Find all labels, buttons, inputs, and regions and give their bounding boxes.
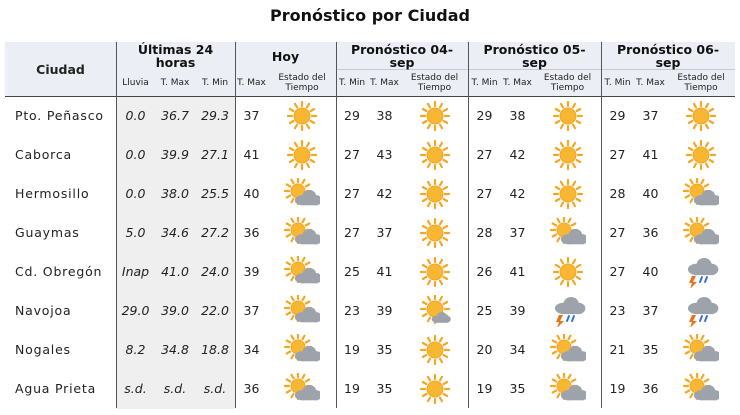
- d3-tmax-value: 40: [642, 264, 659, 279]
- sun-icon: [550, 139, 586, 171]
- partly-cloudy-icon: [284, 295, 320, 327]
- partly-cloudy-icon: [284, 256, 320, 288]
- hoy-tmax-value: 36: [243, 225, 260, 240]
- partly-cloudy-icon: [284, 373, 320, 405]
- d1-tmin-value: 23: [344, 303, 360, 318]
- d1-tmax-value: 35: [376, 381, 393, 396]
- table-row: [5, 97, 735, 136]
- d3-tmin-value: 23: [609, 303, 626, 318]
- d2-tmax-value: 38: [509, 108, 526, 123]
- sun-icon: [417, 256, 453, 288]
- sun-icon: [417, 139, 453, 171]
- storm-icon: [683, 295, 719, 327]
- tmax-24-value: 38.0: [161, 186, 189, 201]
- d1-tmax-value: 38: [376, 108, 393, 123]
- d1-tmin-value: 25: [344, 264, 360, 279]
- sun-icon: [417, 217, 453, 249]
- rain-value: 8.2: [125, 342, 146, 357]
- d3-tmin-value: 28: [609, 186, 626, 201]
- city-name: Pto. Peñasco: [15, 108, 104, 123]
- divider: [468, 42, 469, 408]
- d2-tmax-value: 42: [509, 147, 526, 162]
- header-dia3: Pronóstico 06-sep: [601, 42, 735, 70]
- city-name: Cd. Obregón: [15, 264, 103, 279]
- d3-tmin-value: 19: [609, 381, 626, 396]
- sun-icon: [550, 178, 586, 210]
- subheader-d3-estado: Estado del Tiempo: [667, 70, 735, 96]
- d1-tmax-value: 43: [376, 147, 393, 162]
- d3-tmin-value: 27: [609, 225, 626, 240]
- subheader-d2-tmin: T. Min: [468, 70, 501, 96]
- rain-value: 5.0: [125, 225, 146, 240]
- d3-tmin-value: 21: [609, 342, 626, 357]
- divider: [116, 42, 117, 408]
- tmax-24-value: 39.9: [161, 147, 189, 162]
- rain-value: 0.0: [125, 108, 146, 123]
- d2-tmax-value: 37: [509, 225, 526, 240]
- header-dia1: Pronóstico 04-sep: [336, 42, 468, 70]
- city-name: Caborca: [15, 147, 72, 162]
- d3-tmax-value: 37: [642, 108, 659, 123]
- hoy-tmax-value: 41: [243, 147, 260, 162]
- subheader-tmin-24: T. Min: [195, 70, 235, 96]
- tmax-24-value: 34.6: [161, 225, 189, 240]
- storm-icon: [550, 295, 586, 327]
- header-ciudad: Ciudad: [5, 42, 116, 96]
- table-row: [5, 214, 735, 253]
- d1-tmin-value: 29: [344, 108, 360, 123]
- tmax-24-value: s.d.: [163, 381, 187, 396]
- city-name: Hermosillo: [15, 186, 90, 201]
- d2-tmin-value: 29: [476, 108, 493, 123]
- d2-tmin-value: 20: [476, 342, 493, 357]
- table-row: [5, 136, 735, 175]
- tmin-24-value: 27.2: [201, 225, 229, 240]
- tmin-24-value: 24.0: [201, 264, 229, 279]
- tmax-24-value: 41.0: [161, 264, 189, 279]
- d1-tmax-value: 41: [376, 264, 393, 279]
- d3-tmin-value: 27: [609, 264, 626, 279]
- tmin-24-value: 22.0: [201, 303, 229, 318]
- city-name: Agua Prieta: [15, 381, 97, 396]
- tmax-24-value: 39.0: [161, 303, 189, 318]
- partly-cloudy-icon: [683, 373, 719, 405]
- subheader-d3-tmax: T. Max: [634, 70, 667, 96]
- d1-tmax-value: 37: [376, 225, 393, 240]
- d1-tmax-value: 42: [376, 186, 393, 201]
- subheader-d3-tmin: T. Min: [601, 70, 634, 96]
- d1-tmin-value: 27: [344, 225, 360, 240]
- d2-tmin-value: 25: [476, 303, 493, 318]
- header-ultimas-24: Últimas 24 horas: [116, 42, 235, 71]
- rain-value: 0.0: [125, 186, 146, 201]
- d3-tmax-value: 35: [642, 342, 659, 357]
- table-row: [5, 331, 735, 370]
- city-name: Guaymas: [15, 225, 80, 240]
- storm-icon: [683, 256, 719, 288]
- hoy-tmax-value: 37: [243, 108, 260, 123]
- table-row: [5, 292, 735, 331]
- tmax-24-value: 34.8: [161, 342, 189, 357]
- sun-icon: [284, 100, 320, 132]
- sun-icon: [417, 178, 453, 210]
- header-dia2: Pronóstico 05-sep: [468, 42, 601, 70]
- subheader-d2-tmax: T. Max: [501, 70, 534, 96]
- tmin-24-value: 25.5: [201, 186, 229, 201]
- table-row: [5, 175, 735, 214]
- sun-cloud-icon: [417, 295, 453, 327]
- d3-tmax-value: 36: [642, 381, 659, 396]
- divider: [235, 42, 236, 408]
- d3-tmax-value: 41: [642, 147, 659, 162]
- subheader-tmax-24: T. Max: [155, 70, 195, 96]
- city-name: Nogales: [15, 342, 71, 357]
- city-name: Navojoa: [15, 303, 72, 318]
- rain-value: Inap: [121, 264, 150, 279]
- hoy-tmax-value: 36: [243, 381, 260, 396]
- d3-tmin-value: 29: [609, 108, 626, 123]
- subheader-d1-estado: Estado del Tiempo: [401, 70, 468, 96]
- partly-cloudy-icon: [683, 178, 719, 210]
- divider: [601, 42, 602, 408]
- d2-tmax-value: 34: [509, 342, 526, 357]
- d1-tmin-value: 19: [344, 342, 360, 357]
- sun-icon: [284, 139, 320, 171]
- partly-cloudy-icon: [284, 334, 320, 366]
- tmax-24-value: 36.7: [161, 108, 189, 123]
- partly-cloudy-icon: [550, 334, 586, 366]
- partly-cloudy-icon: [284, 178, 320, 210]
- partly-cloudy-icon: [683, 334, 719, 366]
- partly-cloudy-icon: [550, 217, 586, 249]
- d1-tmax-value: 35: [376, 342, 393, 357]
- partly-cloudy-icon: [683, 217, 719, 249]
- sun-icon: [550, 256, 586, 288]
- d3-tmax-value: 37: [642, 303, 659, 318]
- d2-tmax-value: 42: [509, 186, 526, 201]
- d2-tmin-value: 27: [476, 147, 493, 162]
- subheader-hoy-estado: Estado del Tiempo: [268, 70, 336, 96]
- d3-tmin-value: 27: [609, 147, 626, 162]
- d1-tmin-value: 27: [344, 147, 360, 162]
- sun-icon: [417, 373, 453, 405]
- table-row: [5, 253, 735, 292]
- partly-cloudy-icon: [284, 217, 320, 249]
- sun-icon: [550, 100, 586, 132]
- d2-tmax-value: 35: [509, 381, 526, 396]
- rain-value: s.d.: [124, 381, 147, 396]
- tmin-24-value: 18.8: [201, 342, 229, 357]
- tmin-24-value: 27.1: [201, 147, 229, 162]
- d3-tmax-value: 40: [642, 186, 659, 201]
- page-title: Pronóstico por Ciudad: [270, 6, 470, 25]
- d1-tmin-value: 27: [344, 186, 360, 201]
- subheader-hoy-tmax: T. Max: [235, 70, 268, 96]
- d2-tmin-value: 26: [476, 264, 493, 279]
- subheader-d1-tmax: T. Max: [368, 70, 401, 96]
- tmin-24-value: 29.3: [201, 108, 229, 123]
- partly-cloudy-icon: [550, 373, 586, 405]
- sun-icon: [683, 139, 719, 171]
- d2-tmin-value: 27: [476, 186, 493, 201]
- hoy-tmax-value: 39: [243, 264, 260, 279]
- d2-tmax-value: 39: [509, 303, 526, 318]
- d3-tmax-value: 36: [642, 225, 659, 240]
- hoy-tmax-value: 34: [243, 342, 260, 357]
- sun-icon: [417, 100, 453, 132]
- hoy-tmax-value: 40: [243, 186, 260, 201]
- header-hoy: Hoy: [235, 42, 336, 71]
- rain-value: 0.0: [125, 147, 146, 162]
- subheader-d1-tmin: T. Min: [336, 70, 368, 96]
- divider: [336, 42, 337, 408]
- table-row: [5, 370, 735, 409]
- hoy-tmax-value: 37: [243, 303, 260, 318]
- subheader-lluvia: Lluvia: [116, 70, 155, 96]
- d1-tmax-value: 39: [376, 303, 393, 318]
- subheader-d2-estado: Estado del Tiempo: [534, 70, 601, 96]
- sun-icon: [683, 100, 719, 132]
- sun-icon: [417, 334, 453, 366]
- d2-tmin-value: 19: [476, 381, 493, 396]
- tmin-24-value: s.d.: [203, 381, 227, 396]
- rain-value: 29.0: [121, 303, 150, 318]
- d2-tmin-value: 28: [476, 225, 493, 240]
- d2-tmax-value: 41: [509, 264, 526, 279]
- d1-tmin-value: 19: [344, 381, 360, 396]
- forecast-table: [5, 42, 735, 408]
